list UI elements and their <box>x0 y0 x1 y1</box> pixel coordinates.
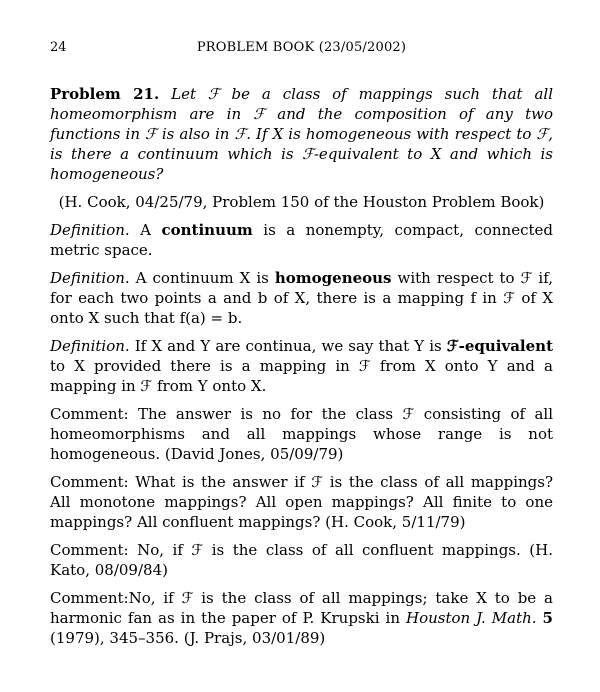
definition-post: is a nonempty, compact, connected metric space. <box>50 221 553 259</box>
document-page <box>50 40 553 648</box>
comment-kato: Comment: No, if ℱ is the class of all confluent mappings. (H. Kato, 08/09/84) <box>50 541 553 579</box>
definition-term: homogeneous <box>274 269 392 287</box>
comment-prajs <box>50 588 553 648</box>
comment-post: (1979), 345–356. (J. Prajs, 03/01/89) <box>50 629 326 647</box>
definition-lead: Definition. <box>50 269 130 287</box>
comment-pre: Comment:No, if ℱ is the class of all mappings; take X to be a harmonic fan as in the paper of P. Krupski in <box>50 589 553 627</box>
definition-post: to X provided there is a mapping in ℱ from X onto Y and a mapping in ℱ from Y onto X. <box>50 357 553 395</box>
page-number: 24 <box>50 40 67 55</box>
definition-pre: A continuum X is <box>135 269 275 287</box>
definition-term: ℱ-equivalent <box>446 337 553 355</box>
problem-text: Let ℱ be a class of mappings such that all homeomorphism are in ℱ and the composition of any two functions in ℱ is also in ℱ. If X is homogeneous with respect to ℱ, is there a continuum which is ℱ-equivalent to X and which is homogeneous? <box>50 85 554 183</box>
definition-post: with respect to ℱ if, for each two points a and b of X, there is a mapping f in ℱ of X onto X such that f(a) = b. <box>50 269 553 327</box>
running-title: PROBLEM BOOK (23/05/2002) <box>196 40 407 55</box>
problem-statement <box>50 84 553 184</box>
page-header <box>50 40 553 60</box>
definition-homogeneous <box>50 268 553 328</box>
definition-f-equivalent <box>50 336 553 396</box>
comment-cook: Comment: What is the answer if ℱ is the class of all mappings? All monotone mappings? All open mappings? All finite to one mappings? All confluent mappings? (H. Cook, 5/11/79) <box>50 473 553 531</box>
definition-pre: A <box>140 221 162 239</box>
definition-lead: Definition. <box>50 221 130 239</box>
problem-label: Problem 21. <box>50 85 160 103</box>
definition-lead: Definition. <box>50 337 130 355</box>
definition-continuum <box>50 220 553 260</box>
journal-name: Houston J. Math. <box>405 609 537 627</box>
journal-volume: 5 <box>542 609 553 627</box>
problem-source: (H. Cook, 04/25/79, Problem 150 of the Houston Problem Book) <box>58 193 545 211</box>
definition-pre: If X and Y are continua, we say that Y is <box>134 337 447 355</box>
comment-jones: Comment: The answer is no for the class ℱ consisting of all homeomorphisms and all mappings whose range is not homogeneous. (David Jones, 05/09/79) <box>50 405 553 463</box>
definition-term: continuum <box>161 221 253 239</box>
